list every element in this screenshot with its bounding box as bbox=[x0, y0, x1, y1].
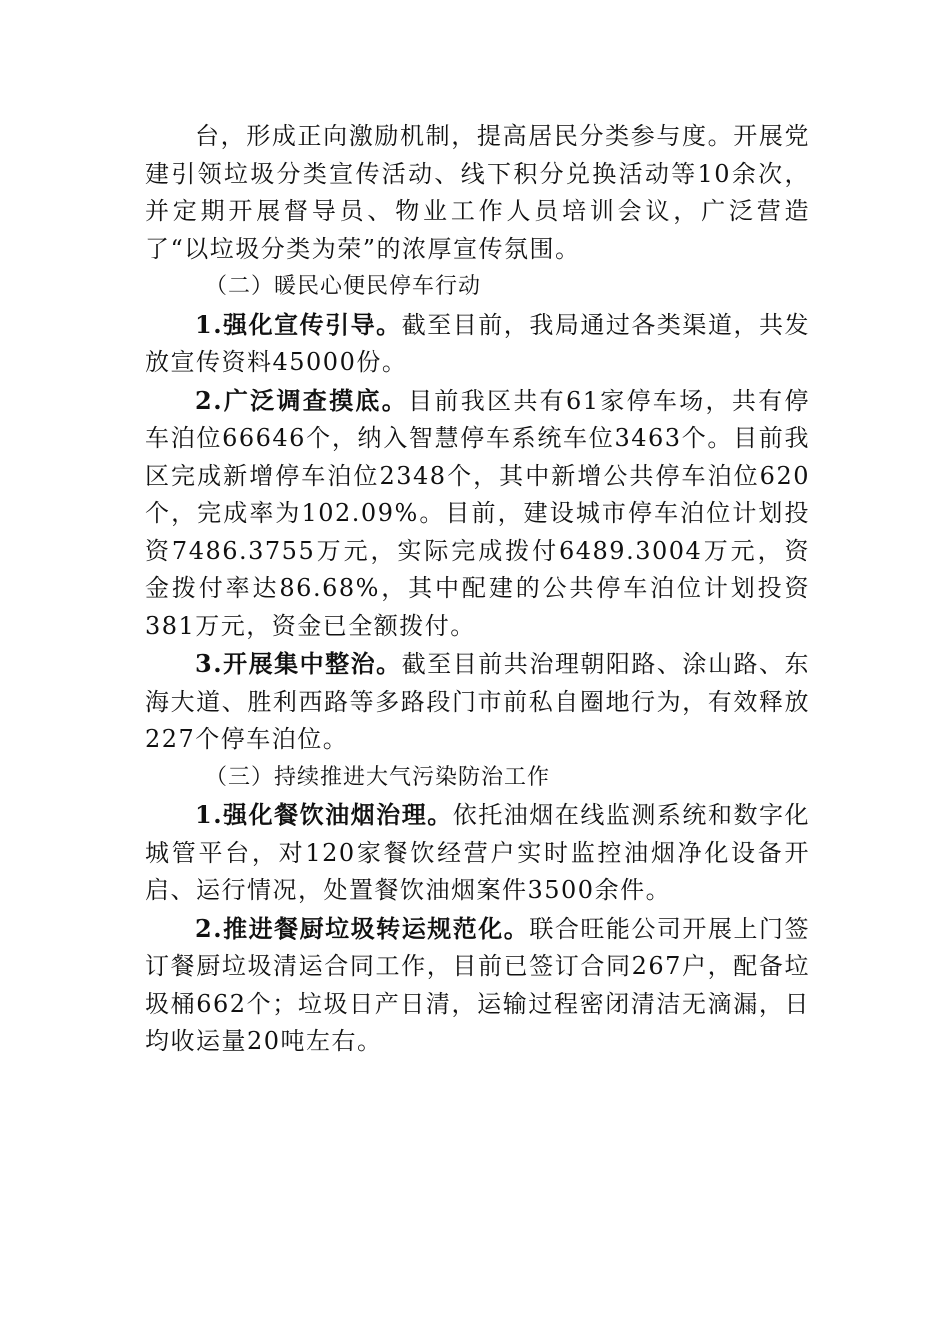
item-lead: 1.强化餐饮油烟治理。 bbox=[195, 800, 453, 829]
list-item bbox=[145, 382, 810, 646]
list-item bbox=[145, 645, 810, 759]
section-heading-parking: （二）暖民心便民停车行动 bbox=[205, 274, 482, 299]
document-body bbox=[145, 118, 810, 1061]
item-lead: 2.广泛调查摸底。 bbox=[195, 385, 409, 415]
item-lead: 2.推进餐厨垃圾转运规范化。 bbox=[195, 913, 530, 943]
item-text: 联合旺能公司开展上门签订餐厨垃圾清运合同工作，目前已签订合同267户，配备垃圾桶662个；垃圾日产日清，运输过程密闭清洁无滴漏，日均收运量20吨左右。 bbox=[145, 914, 811, 1055]
item-lead: 1.强化宣传引导。 bbox=[195, 309, 402, 339]
item-lead: 3.开展集中整治。 bbox=[195, 649, 402, 678]
list-item bbox=[145, 306, 810, 382]
item-text: 截至目前共治理朝阳路、涂山路、东海大道、胜利西路等多路段门市前私自圈地行为，有效释放227个停车泊位。 bbox=[145, 650, 811, 753]
item-text: 依托油烟在线监测系统和数字化城管平台，对120家餐饮经营户实时监控油烟净化设备开启、运行情况，处置餐饮油烟案件3500余件。 bbox=[145, 801, 810, 904]
list-item bbox=[145, 910, 810, 1061]
item-text: 截至目前，我局通过各类渠道，共发放宣传资料45000份。 bbox=[145, 310, 811, 376]
section-heading-air-pollution: （三）持续推进大气污染防治工作 bbox=[205, 764, 551, 790]
paragraph-continued: 台，形成正向激励机制，提高居民分类参与度。开展党建引领垃圾分类宣传活动、线下积分兑换活动等10余次，并定期开展督导员、物业工作人员培训会议，广泛营造了“以垃圾分类为荣”的浓厚宣传氛围。 bbox=[145, 122, 810, 263]
list-item bbox=[145, 796, 810, 910]
item-text: 目前我区共有61家停车场，共有停车泊位66646个，纳入智慧停车系统车位3463个。目前我区完成新增停车泊位2348个，其中新增公共停车泊位620个，完成率为102.09%。目前，建设城市停车泊位计划投资7486.3755万元，实际完成拨付6489.3004万元，资金拨付率达86.68%，其中配建的公共停车泊位计划投资381万元，资金已全额拨付。 bbox=[145, 386, 810, 640]
